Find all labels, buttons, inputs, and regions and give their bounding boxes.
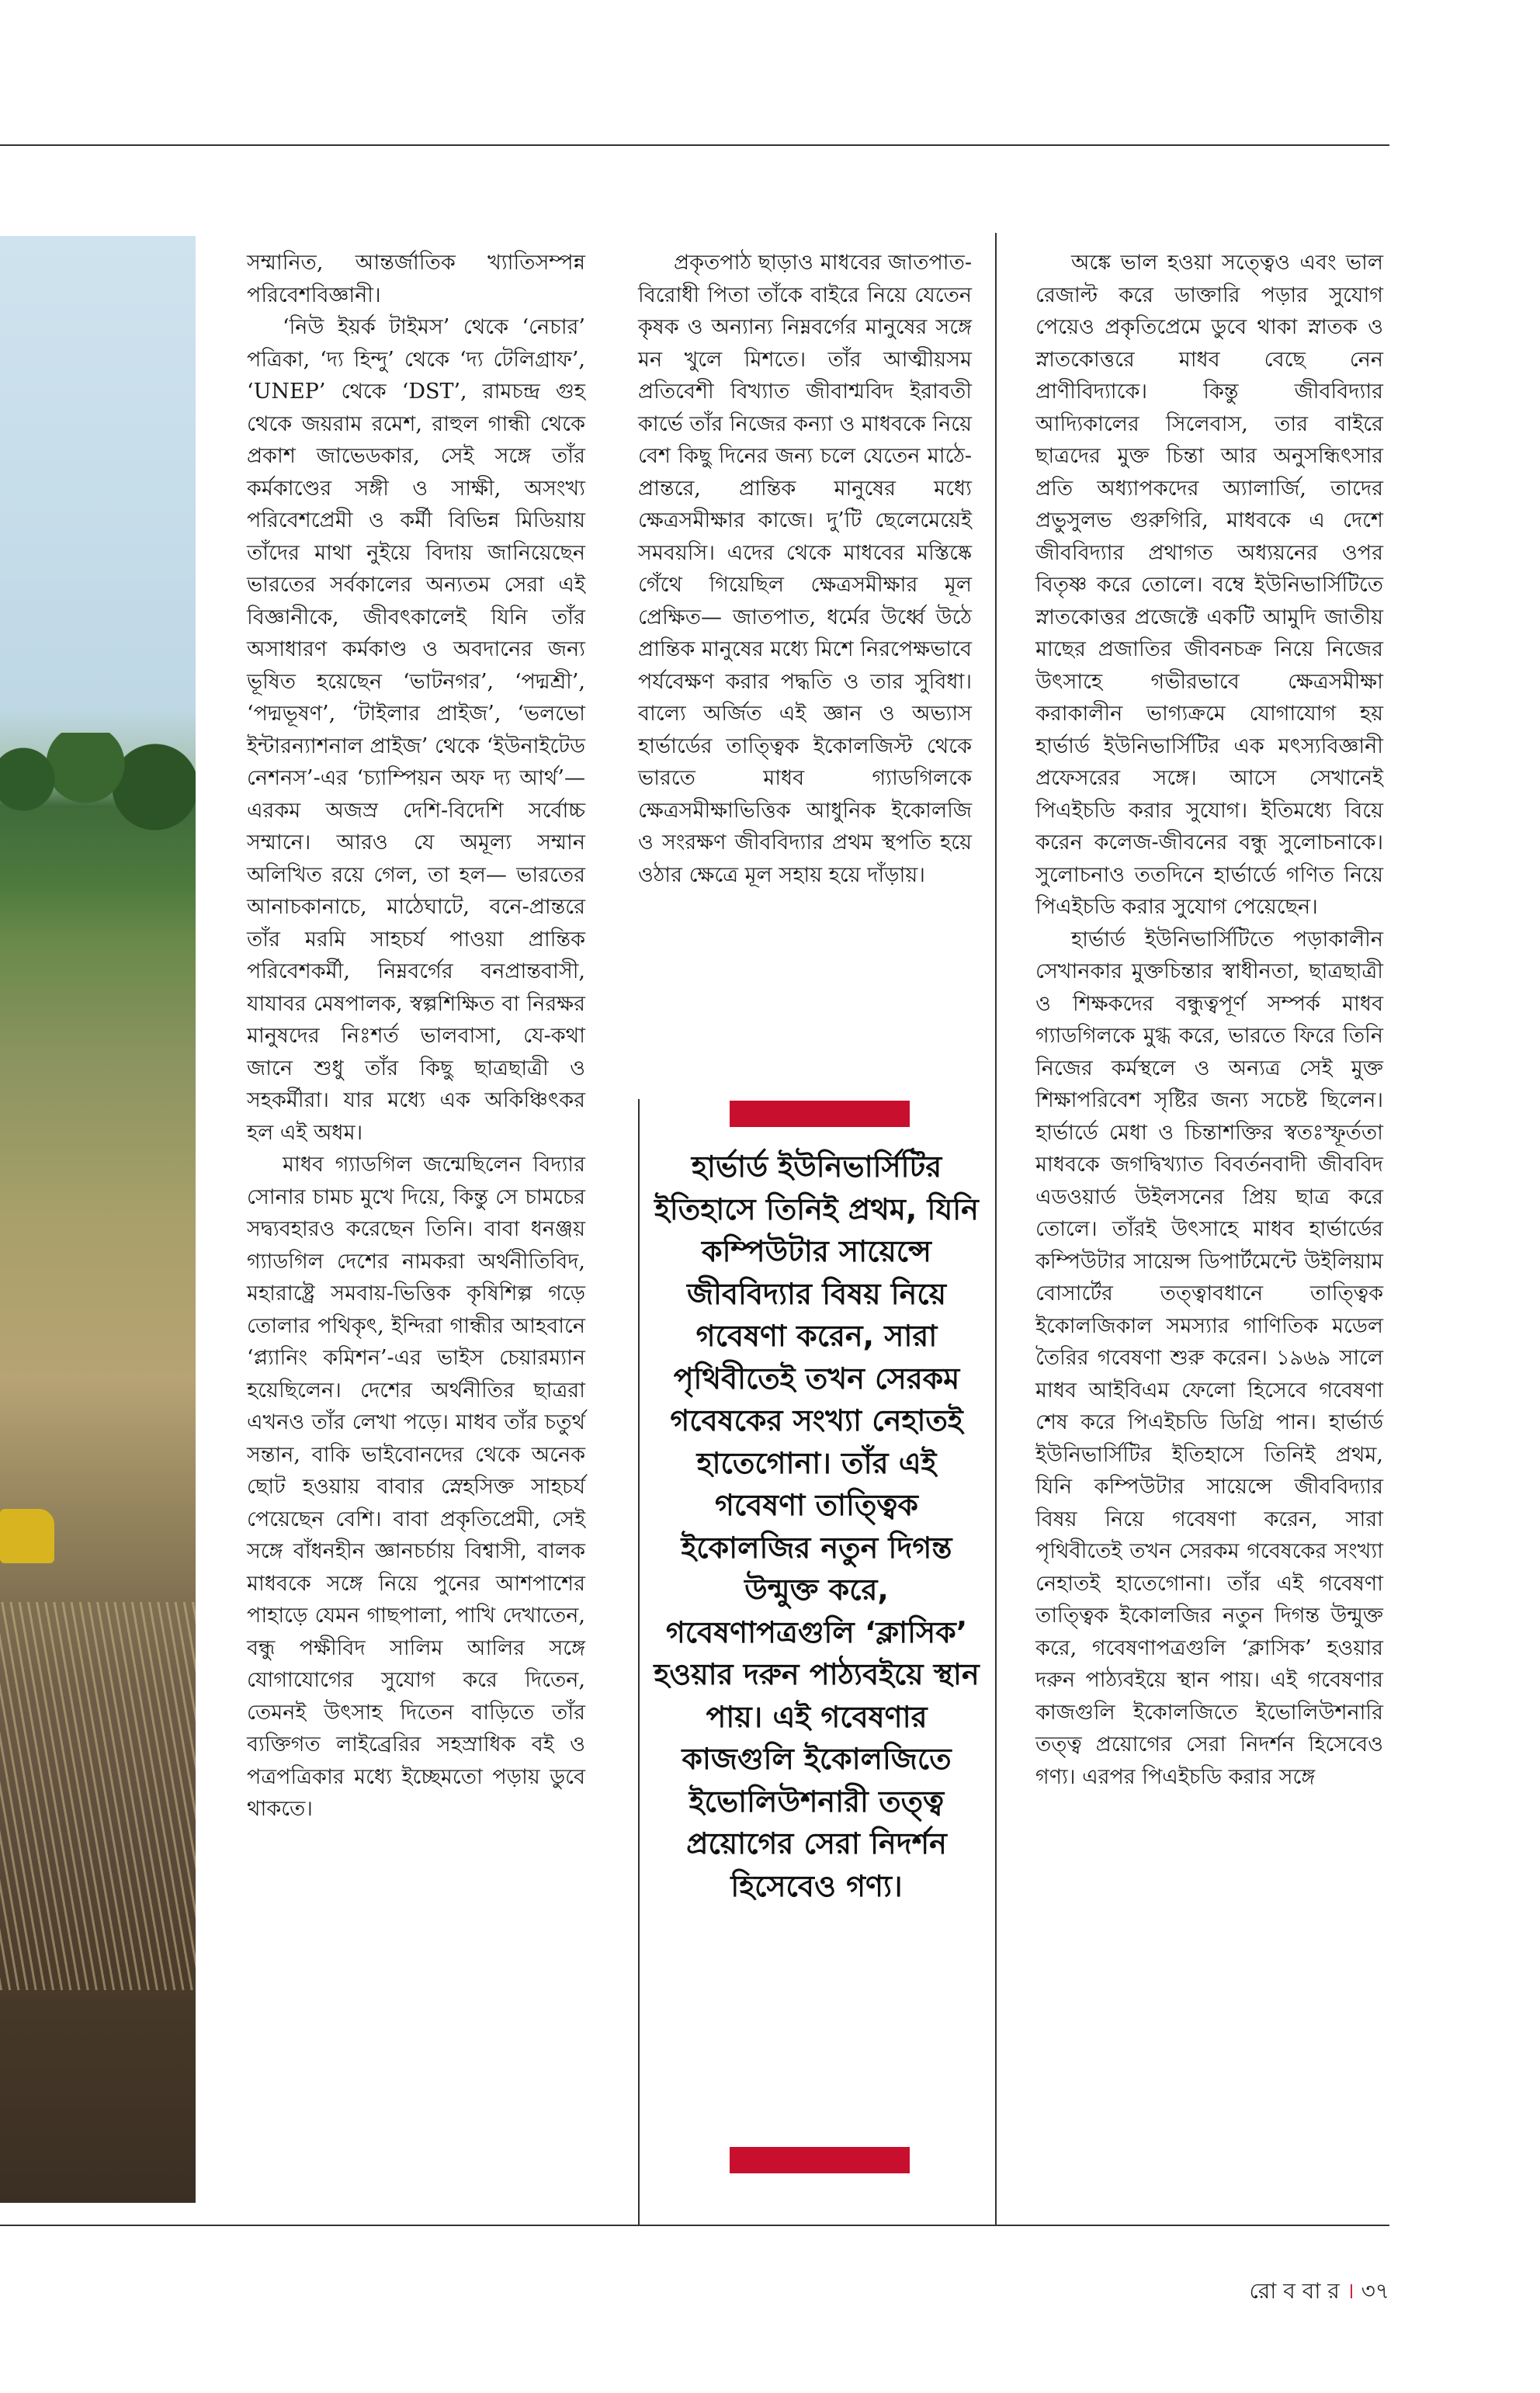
page-number: ৩৭ [1361,2278,1389,2304]
magazine-name: রো ব বা র [1249,2278,1340,2304]
landscape-photo [0,236,196,2203]
column2-paragraph-1: প্রকৃতপাঠ ছাড়াও মাধবের জাতপাত-বিরোধী পিতা তাঁকে বাইরে নিয়ে যেতেন কৃষক ও অন্যান্য নিম্নবর্গের মানুষের সঙ্গে মন খুলে মিশতে। তাঁর আত্মীয়সম প্রতিবেশী বিখ্যাত জীবাশ্মবিদ ইরাবতী কার্ভে তাঁর নিজের কন্যা ও মাধবকে নিয়ে বেশ কিছু দিনের জন্য চলে যেতেন মাঠে-প্রান্তরে, প্রান্তিক মানুষের মধ্যে ক্ষেত্রসমীক্ষার কাজে। দু’টি ছেলেমেয়েই সমবয়সি। এদের থেকে মাধবের মস্তিষ্কে গেঁথে গিয়েছিল ক্ষেত্রসমীক্ষার মূল প্রেক্ষিত— জাতপাত, ধর্মের উর্ধ্বে উঠে প্রান্তিক মানুষের মধ্যে মিশে নিরপেক্ষভাবে পর্যবেক্ষণ করার পদ্ধতি ও তার সুবিধা। বাল্যে অর্জিত এই জ্ঞান ও অভ্যাস হার্ভার্ডের তাত্ত্বিক ইকোলজিস্ট থেকে ভারতে মাধব গ্যাডগিলকে ক্ষেত্রসমীক্ষাভিত্তিক আধুনিক ইকোলজি ও সংরক্ষণ জীববিদ্যার প্রথম স্থপতি হয়ে ওঠার ক্ষেত্রে মূল সহায় হয়ে দাঁড়ায়। [638,251,972,887]
pullquote: হার্ভার্ড ইউনিভার্সিটির ইতিহাসে তিনিই প্রথম, যিনি কম্পিউটার সায়েন্সে জীববিদ্যার বিষয় নিয়ে গবেষণা করেন, সারা পৃথিবীতেই তখন সেরকম গবেষকের সংখ্যা নেহাতই হাতেগোনা। তাঁর এই গবেষণা তাত্ত্বিক ইকোলজির নতুন দিগন্ত উন্মুক্ত করে, গবেষণাপত্রগুলি ‘ক্লাসিক’ হওয়ার দরুন পাঠ্যবইয়ে স্থান পায়। এই গবেষণার কাজগুলি ইকোলজিতে ইভোলিউশনারী তত্ত্ব প্রয়োগের সেরা নিদর্শন হিসেবেও গণ্য। [654,1150,980,1903]
article-column-3 [1035,247,1383,1793]
page-folio [1226,2274,1389,2311]
column-divider-rule [995,233,997,2225]
photo-trees [0,733,196,935]
column3-paragraph-1: অঙ্কে ভাল হওয়া সত্ত্বেও এবং ভাল রেজাল্ট করে ডাক্তারি পড়ার সুযোগ পেয়েও প্রকৃতিপ্রেমে ডুবে থাকা স্নাতক ও স্নাতকোত্তরে মাধব বেছে নেন প্রাণীবিদ্যাকে। কিন্তু জীববিদ্যার আদ্যিকালের সিলেবাস, তার বাইরে ছাত্রদের মুক্ত চিন্তা আর অনুসন্ধিৎসার প্রতি অধ্যাপকদের অ্যালার্জি, তাদের প্রভুসুলভ গুরুগিরি, মাধবকে এ দেশে জীববিদ্যার প্রথাগত অধ্যয়নের ওপর বিতৃষ্ণ করে তোলে। বম্বে ইউনিভার্সিটিতে স্নাতকোত্তর প্রজেক্টে একটি আমুদি জাতীয় মাছের প্রজাতির জীবনচক্র নিয়ে নিজের উৎসাহে গভীরভাবে ক্ষেত্রসমীক্ষা করাকালীন ভাগ্যক্রমে যোগাযোগ হয় হার্ভার্ড ইউনিভার্সিটির এক মৎস্যবিজ্ঞানী প্রফেসরের সঙ্গে। আসে সেখানেই পিএইচডি করার সুযোগ। ইতিমধ্যে বিয়ে করেন কলেজ-জীবনের বন্ধু সুলোচনাকে। সুলোচনাও ততদিনে হার্ভার্ডে গণিত নিয়ে পিএইচডি করার সুযোগ পেয়েছেন। [1035,251,1383,919]
column1-paragraph-1: সম্মানিত, আন্তর্জাতিক খ্যাতিসম্পন্ন পরিবেশবিজ্ঞানী। [247,251,585,307]
photo-grass [0,1602,196,1990]
article-column-1 [247,247,585,1826]
folio-separator: । [1346,2278,1354,2304]
bottom-rule [0,2225,1389,2226]
article-column-2 [638,247,972,891]
pullquote-bottom-bar [730,2147,910,2173]
column3-paragraph-2: হার্ভার্ড ইউনিভার্সিটিতে পড়াকালীন সেখানকার মুক্তচিন্তার স্বাধীনতা, ছাত্রছাত্রী ও শিক্ষকদের বন্ধুত্বপূর্ণ সম্পর্ক মাধব গ্যাডগিলকে মুগ্ধ করে, ভারতে ফিরে তিনি নিজের কর্মস্থলে ও অন্যত্র সেই মুক্ত শিক্ষাপরিবেশ সৃষ্টির জন্য সচেষ্ট ছিলেন। হার্ভার্ডে মেধা ও চিন্তাশক্তির স্বতঃস্ফূর্ততা মাধবকে জগদ্বিখ্যাত বিবর্তনবাদী জীববিদ এডওয়ার্ড উইলসনের প্রিয় ছাত্র করে তোলে। তাঁরই উৎসাহে মাধব হার্ভার্ডের কম্পিউটার সায়েন্স ডিপার্টমেন্টে উইলিয়াম বোসার্টের তত্ত্বাবধানে তাত্ত্বিক ইকোলজিকাল সমস্যার গাণিতিক মডেল তৈরির গবেষণা শুরু করেন। ১৯৬৯ সালে মাধব আইবিএম ফেলো হিসেবে গবেষণা শেষ করে পিএইচডি ডিগ্রি পান। হার্ভার্ড ইউনিভার্সিটির ইতিহাসে তিনিই প্রথম, যিনি কম্পিউটার সায়েন্সে জীববিদ্যার বিষয় নিয়ে গবেষণা করেন, সারা পৃথিবীতেই তখন সেরকম গবেষকের সংখ্যা নেহাতই হাতেগোনা। তাঁর এই গবেষণা তাত্ত্বিক ইকোলজির নতুন দিগন্ত উন্মুক্ত করে, গবেষণাপত্রগুলি ‘ক্লাসিক’ হওয়ার দরুন পাঠ্যবইয়ে স্থান পায়। এই গবেষণার কাজগুলি ইকোলজিতে ইভোলিউশনারি তত্ত্ব প্রয়োগের সেরা নিদর্শন হিসেবেও গণ্য। এরপর পিএইচডি করার সঙ্গে [1035,927,1383,1789]
column1-paragraph-3: মাধব গ্যাডগিল জন্মেছিলেন বিদ্যার সোনার চামচ মুখে দিয়ে, কিন্তু সে চামচের সদ্ব্যবহারও করেছেন তিনি। বাবা ধনঞ্জয় গ্যাডগিল দেশের নামকরা অর্থনীতিবিদ, মহারাষ্ট্রে সমবায়-ভিত্তিক কৃষিশিল্প গড়ে তোলার পথিকৃৎ, ইন্দিরা গান্ধীর আহবানে ‘প্ল্যানিং কমিশন’-এর ভাইস চেয়ারম্যান হয়েছিলেন। দেশের অর্থনীতির ছাত্ররা এখনও তাঁর লেখা পড়ে। মাধব তাঁর চতুর্থ সন্তান, বাকি ভাইবোনদের থেকে অনেক ছোট হওয়ায় বাবার স্নেহসিক্ত সাহচর্য পেয়েছেন বেশি। বাবা প্রকৃতিপ্রেমী, সেই সঙ্গে বাঁধনহীন জ্ঞানচর্চায় বিশ্বাসী, বালক মাধবকে সঙ্গে নিয়ে পুনের আশপাশের পাহাড়ে যেমন গাছপালা, পাখি দেখাতেন, বন্ধু পক্ষীবিদ সালিম আলির সঙ্গে যোগাযোগের সুযোগ করে দিতেন, তেমনই উৎসাহ দিতেন বাড়িতে তাঁর ব্যক্তিগত লাইব্রেরির সহস্রাধিক বই ও পত্রপত্রিকার মধ্যে ইচ্ছেমতো পড়ায় ডুবে থাকতে। [247,1153,585,1821]
pullquote-left-rule [638,1099,640,2225]
photo-vehicle [0,1509,54,1563]
pullquote-top-bar [730,1101,910,1127]
column1-paragraph-2: ‘নিউ ইয়র্ক টাইমস’ থেকে ‘নেচার’ পত্রিকা, ‘দ্য হিন্দু’ থেকে ‘দ্য টেলিগ্রাফ’, ‘UNEP’ থেকে ‘DST’, রামচন্দ্র গুহ থেকে জয়রাম রমেশ, রাহুল গান্ধী থেকে প্রকাশ জাভেডকার, সেই সঙ্গে তাঁর কর্মকাণ্ডের সঙ্গী ও সাক্ষী, অসংখ্য পরিবেশপ্রেমী ও কর্মী বিভিন্ন মিডিয়ায় তাঁদের মাথা নুইয়ে বিদায় জানিয়েছেন ভারতের সর্বকালের অন্যতম সেরা এই বিজ্ঞানীকে, জীবৎকালেই যিনি তাঁর অসাধারণ কর্মকাণ্ড ও অবদানের জন্য ভূষিত হয়েছেন ‘ভাটনগর’, ‘পদ্মশ্রী’, ‘পদ্মভূষণ’, ‘টাইলার প্রাইজ’, ‘ভলভো ইন্টারন্যাশনাল প্রাইজ’ থেকে ‘ইউনাইটেড নেশনস’-এর ‘চ্যাম্পিয়ন অফ দ্য আর্থ’— এরকম অজস্র দেশি-বিদেশি সর্বোচ্চ সম্মানে। আরও যে অমূল্য সম্মান অলিখিত রয়ে গেল, তা হল— ভারতের আনাচকানাচে, মাঠেঘাটে, বনে-প্রান্তরে তাঁর মরমি সাহচর্য পাওয়া প্রান্তিক পরিবেশকর্মী, নিম্নবর্গের বনপ্রান্তবাসী, যাযাবর মেষপালক, স্বল্পশিক্ষিত বা নিরক্ষর মানুষদের নিঃশর্ত ভালবাসা, যে-কথা জানে শুধু তাঁর কিছু ছাত্রছাত্রী ও সহকর্মীরা। যার মধ্যে এক অকিঞ্চিৎকর হল এই অধম। [247,315,585,1145]
top-rule [0,144,1389,146]
